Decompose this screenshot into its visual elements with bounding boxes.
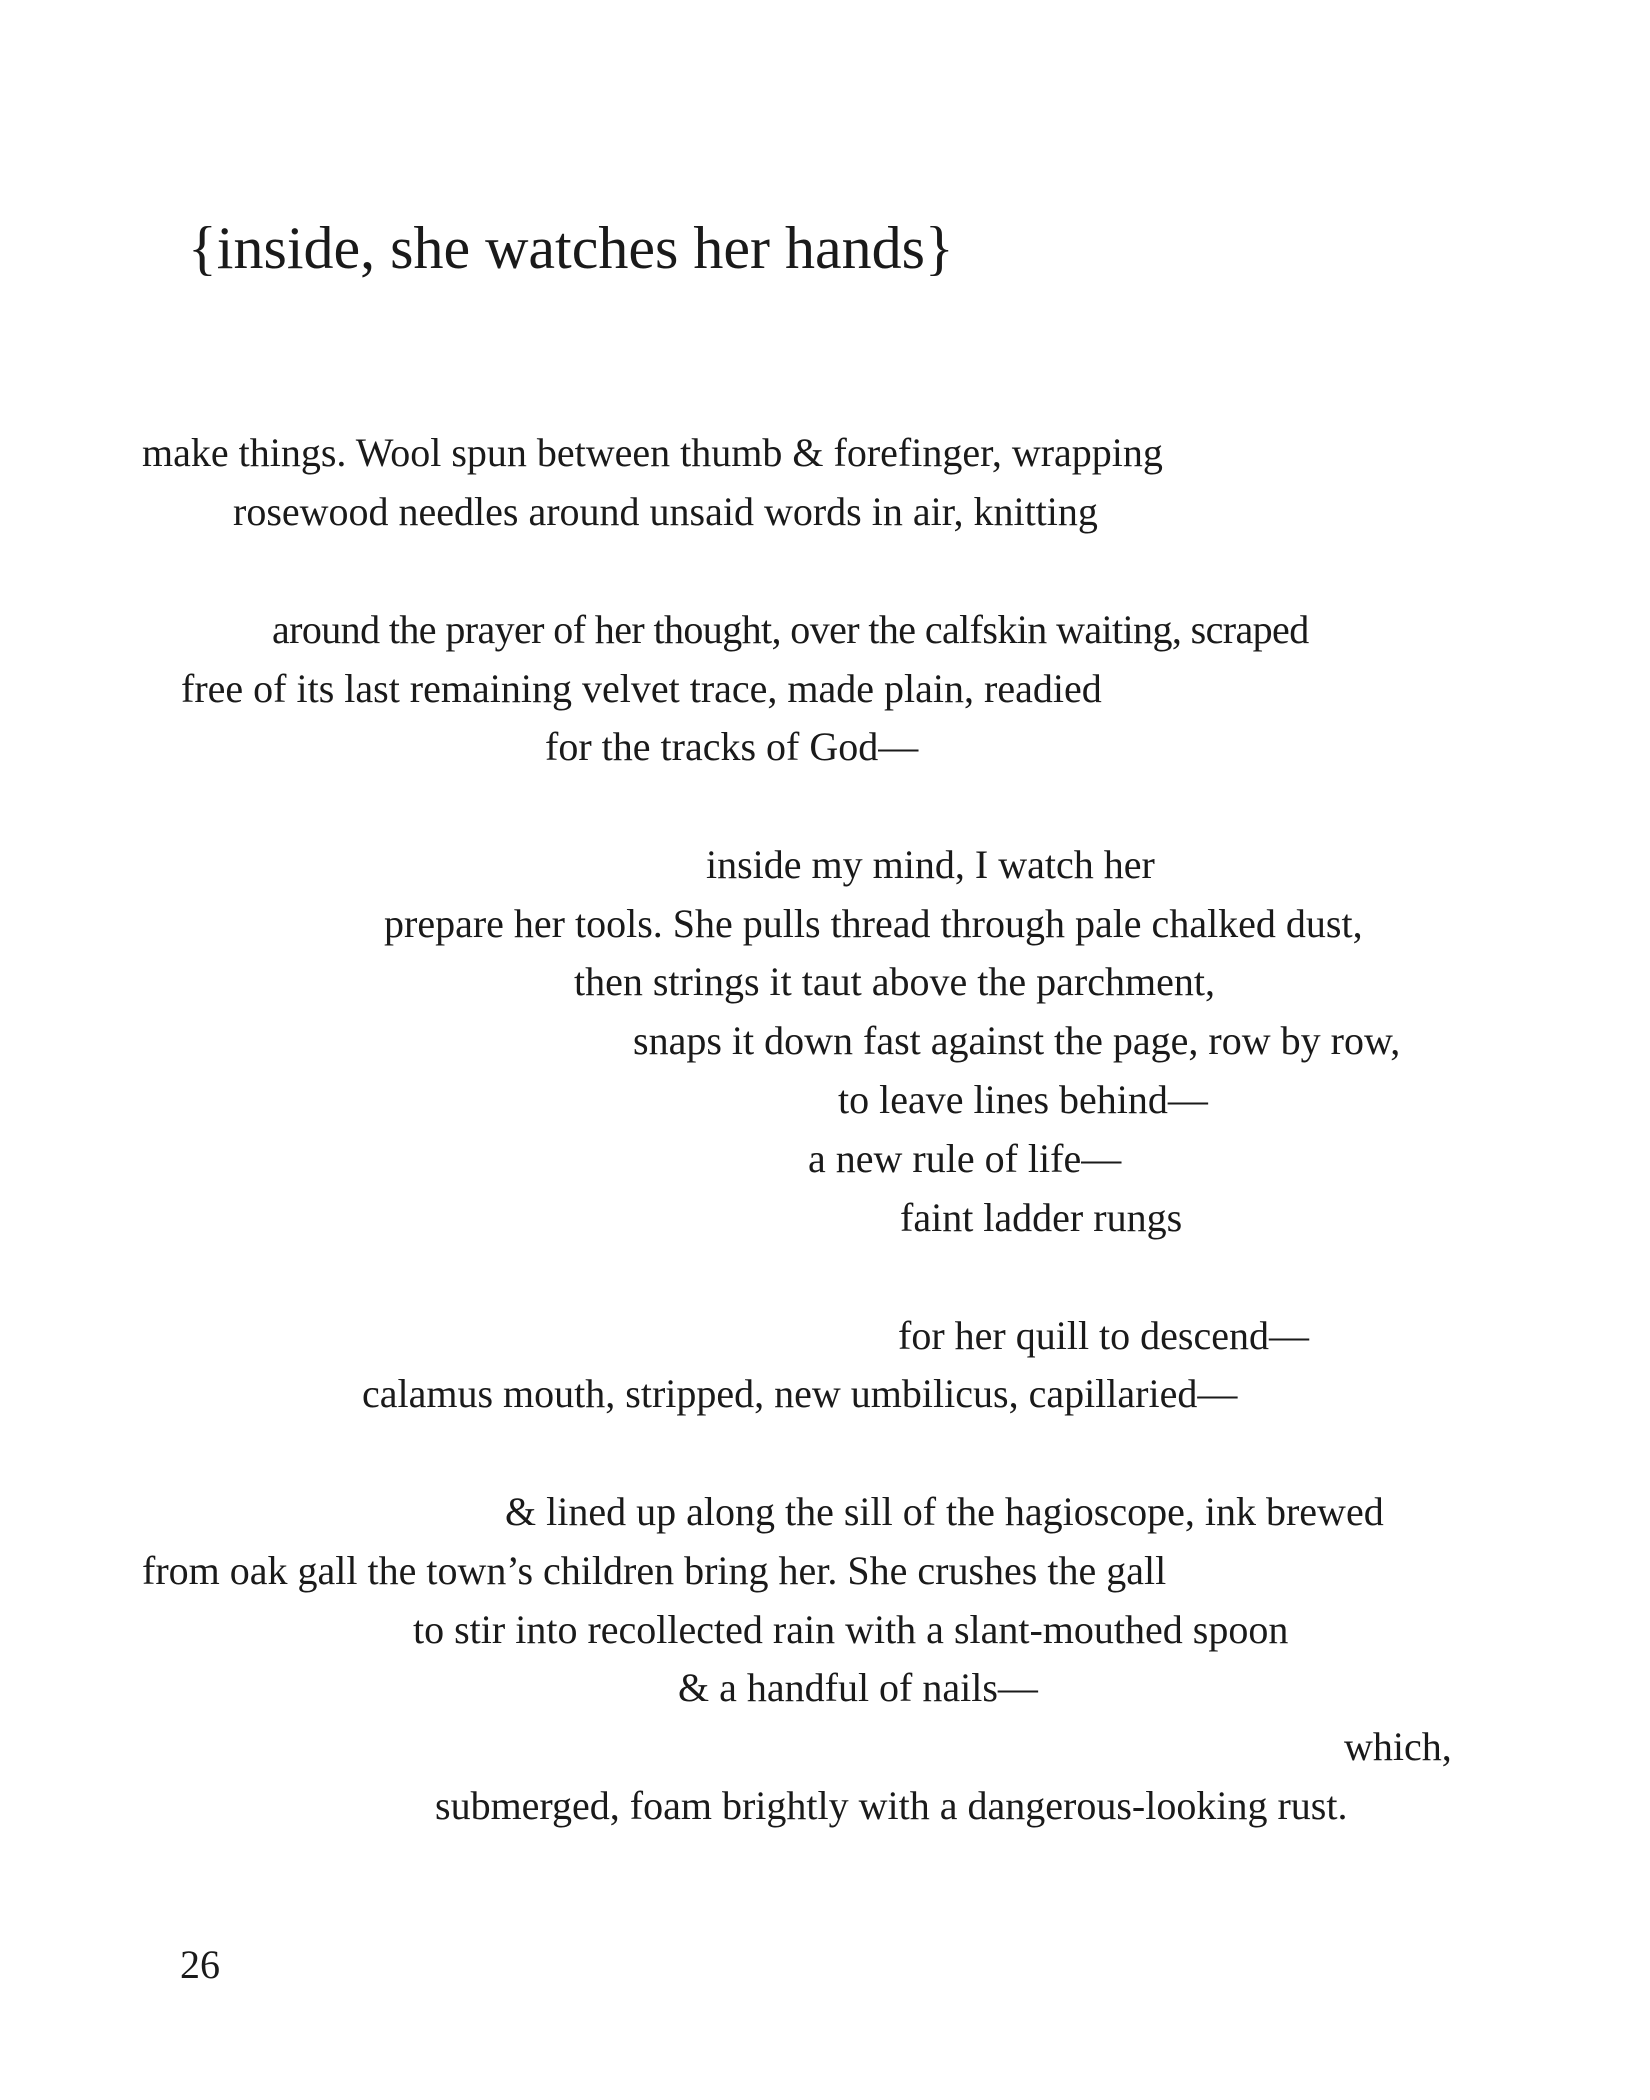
poem-line: rosewood needles around unsaid words in air, knitting: [233, 489, 1098, 534]
poem-line: & a handful of nails—: [678, 1665, 1038, 1710]
poem-title: {inside, she watches her hands}: [188, 215, 954, 281]
poem-line: calamus mouth, stripped, new umbilicus, capillaried—: [362, 1371, 1238, 1416]
poem-line: inside my mind, I watch her: [706, 842, 1155, 887]
page-number: 26: [180, 1942, 220, 1987]
poem-line: snaps it down fast against the page, row by row,: [633, 1018, 1401, 1063]
poem-line: make things. Wool spun between thumb & forefinger, wrapping: [142, 430, 1163, 475]
poem-line: from oak gall the town’s children bring her. She crushes the gall: [142, 1548, 1167, 1593]
poem-line: around the prayer of her thought, over the calfskin waiting, scraped: [272, 607, 1309, 652]
poem-line: to leave lines behind—: [838, 1077, 1208, 1122]
poem-line: for the tracks of God—: [545, 724, 919, 769]
poem-line: to stir into recollected rain with a slant-mouthed spoon: [413, 1607, 1289, 1652]
poem-line: & lined up along the sill of the hagioscope, ink brewed: [505, 1489, 1384, 1534]
poem-line: free of its last remaining velvet trace, made plain, readied: [181, 666, 1102, 711]
poem-line: faint ladder rungs: [900, 1195, 1183, 1240]
poem-line: submerged, foam brightly with a dangerous-looking rust.: [435, 1783, 1348, 1828]
poem-line: for her quill to descend—: [898, 1313, 1309, 1358]
poem-line: which,: [1344, 1724, 1452, 1769]
poem-line: prepare her tools. She pulls thread through pale chalked dust,: [384, 901, 1363, 946]
poem-line: a new rule of life—: [808, 1136, 1122, 1181]
poem-line: then strings it taut above the parchment,: [574, 959, 1215, 1004]
